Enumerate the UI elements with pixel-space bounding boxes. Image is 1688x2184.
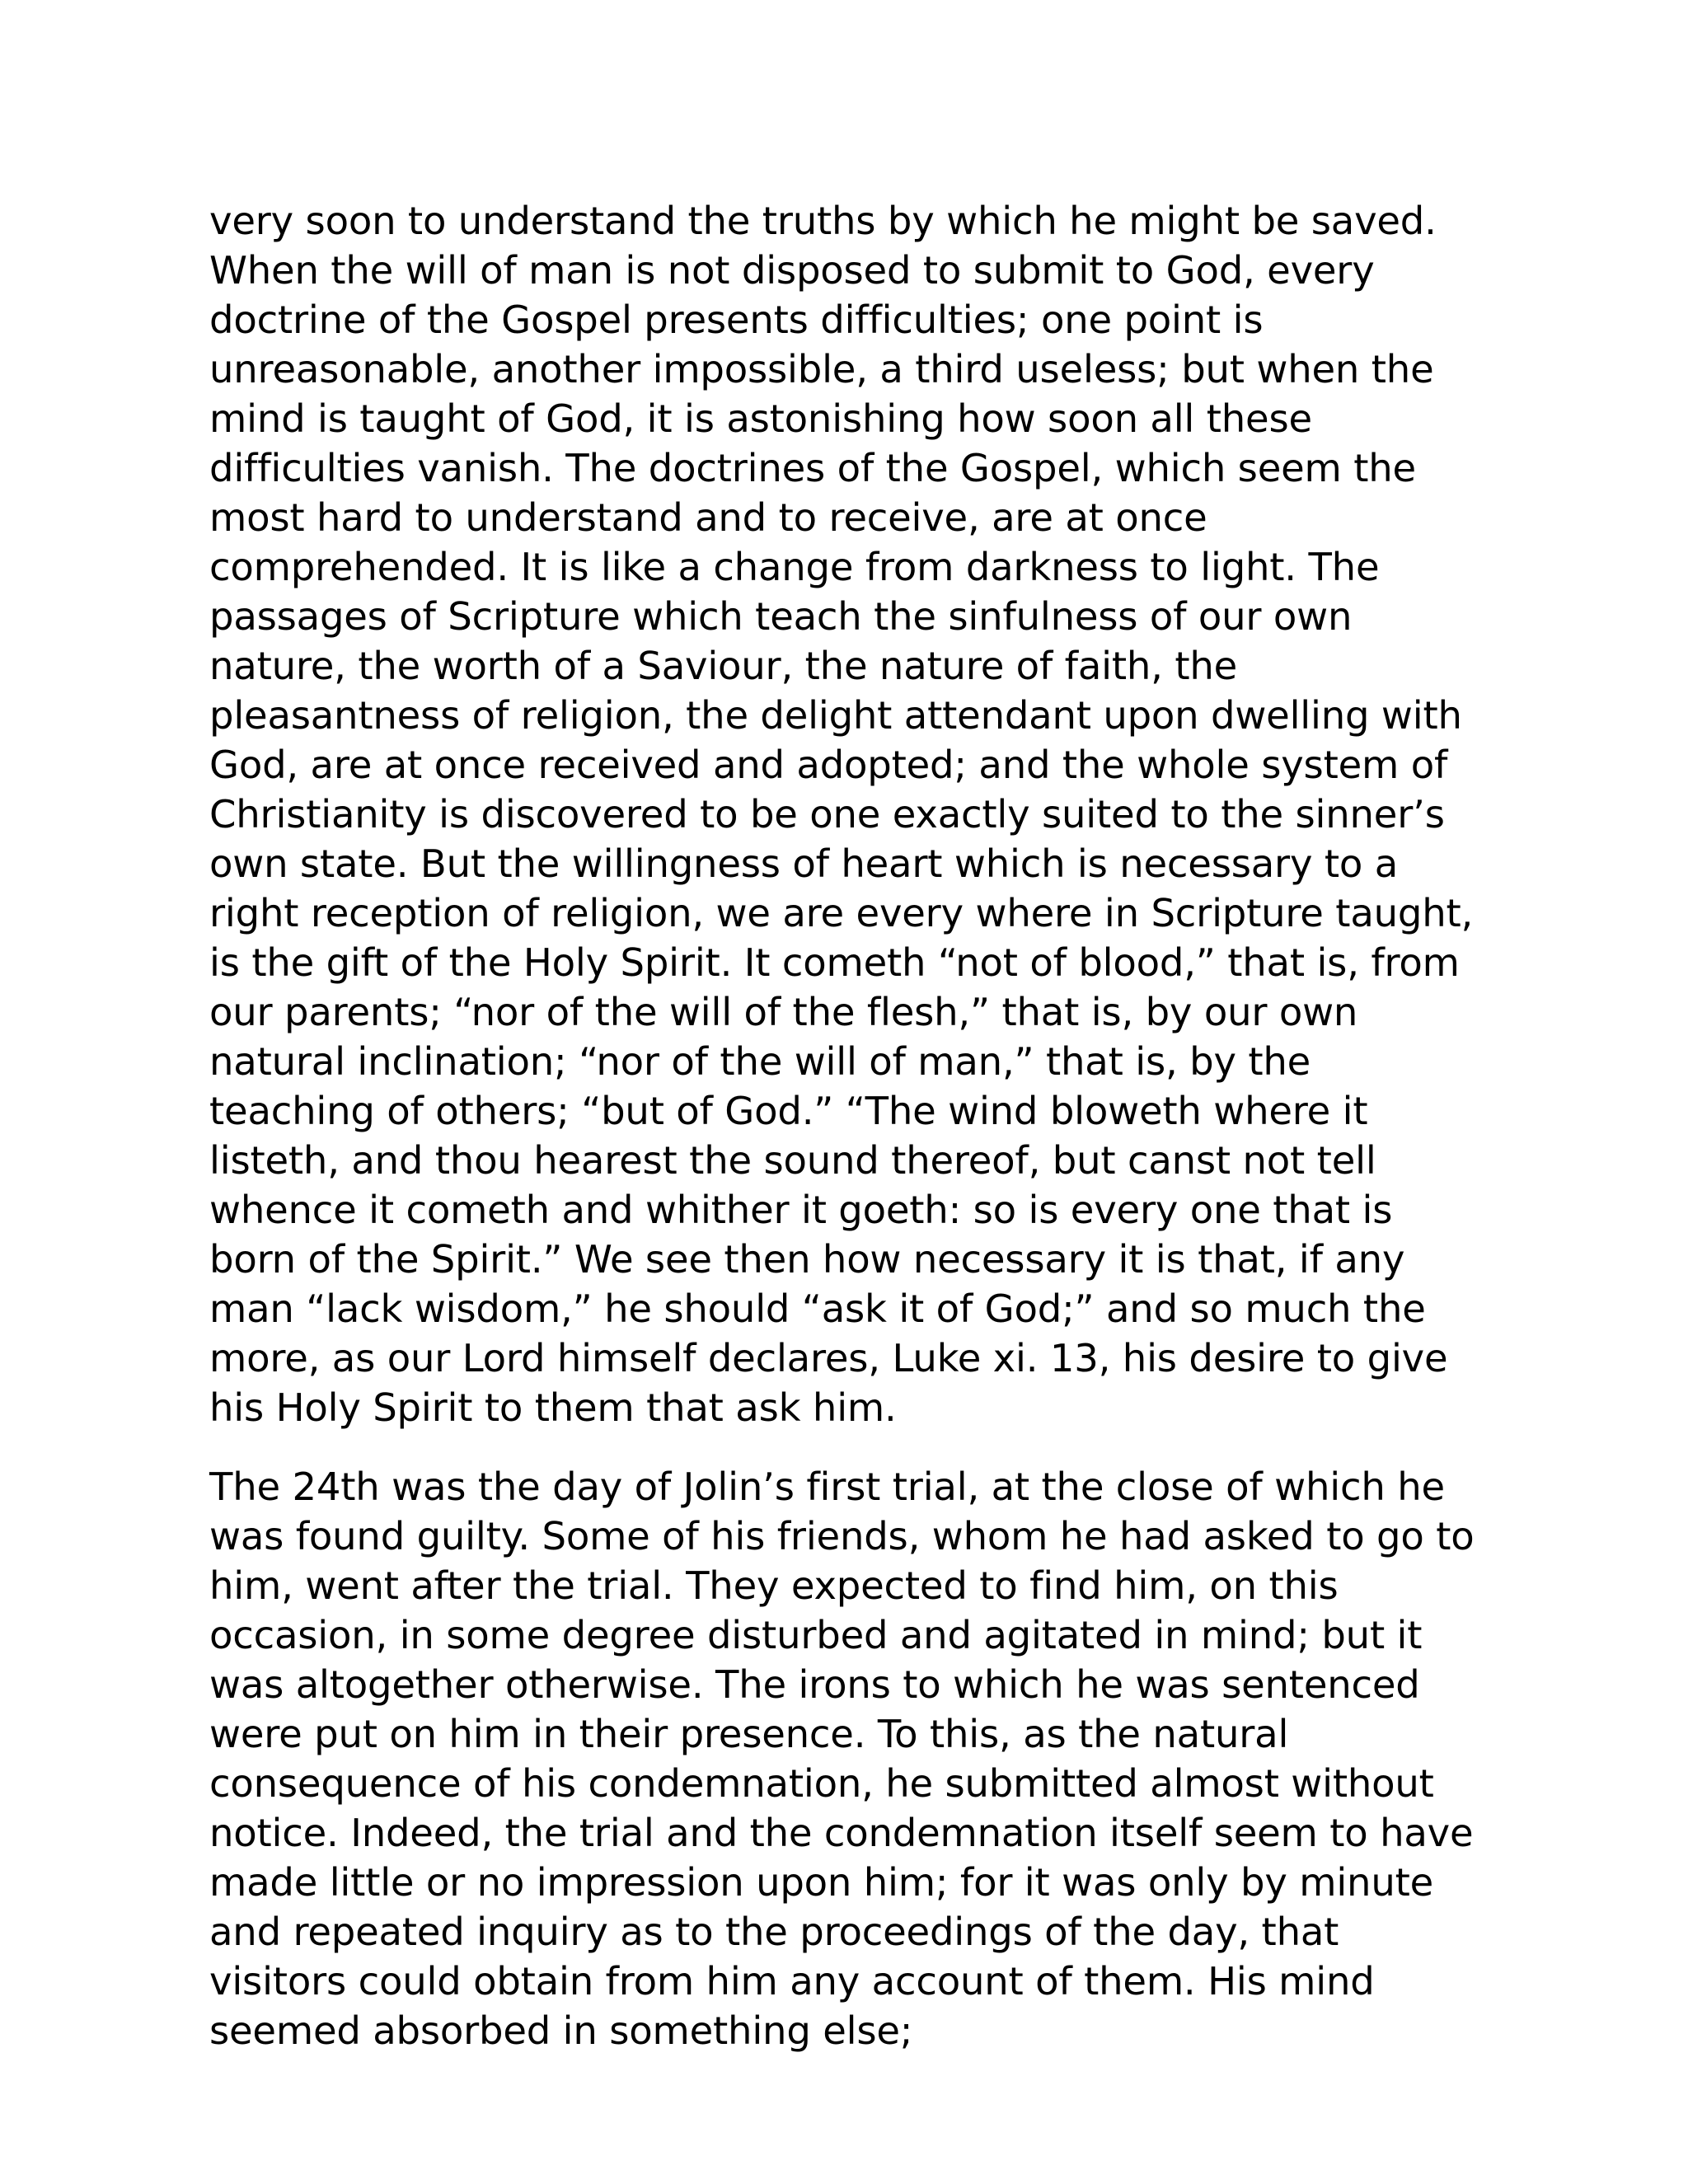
paragraph-2: The 24th was the day of Jolin’s first trial, at the close of which he was found guilty. Some of his friends, whom he had asked to go to him, went after the trial. They expected to find him, on this occasion, in some degree disturbed and agitated in mind; but it was altogether otherwise. The irons to which he was sentenced were put on him in their presence. To this, as the natural consequence of his condemnation, he submitted almost without notice. Indeed, the trial and the condemnation itself seem to have made little or no impression upon him; for it was only by minute and repeated inquiry as to the proceedings of the day, that visitors could obtain from him any account of them. His mind seemed absorbed in something else; xyxy=(209,1465,1475,2053)
document-page xyxy=(209,196,1479,2055)
paragraph-1: very soon to understand the truths by which he might be saved. When the will of man is not disposed to submit to God, every doctrine of the Gospel presents difficulties; one point is unreasonable, another impossible, a third useless; but when the mind is taught of God, it is astonishing how soon all these difficulties vanish. The doctrines of the Gospel, which seem the most hard to understand and to receive, are at once comprehended. It is like a change from darkness to light. The passages of Scripture which teach the sinfulness of our own nature, the worth of a Saviour, the nature of faith, the pleasantness of religion, the delight attendant upon dwelling with God, are at once received and adopted; and the whole system of Christianity is discovered to be one exactly suited to the sinner’s own state. But the willingness of heart which is necessary to a right reception of religion, we are every where in Scripture taught, is the gift of the Holy Spirit. It cometh “not of blood,” that is, from our parents; “nor of the will of the flesh,” that is, by our own natural inclination; “nor of the will of man,” that is, by the teaching of others; “but of God.” “The wind bloweth where it listeth, and thou hearest the sound thereof, but canst not tell whence it cometh and whither it goeth: so is every one that is born of the Spirit.” We see then how necessary it is that, if any man “lack wisdom,” he should “ask it of God;” and so much the more, as our Lord himself declares, Luke xi. 13, his desire to give his Holy Spirit to them that ask him. xyxy=(209,199,1474,1430)
